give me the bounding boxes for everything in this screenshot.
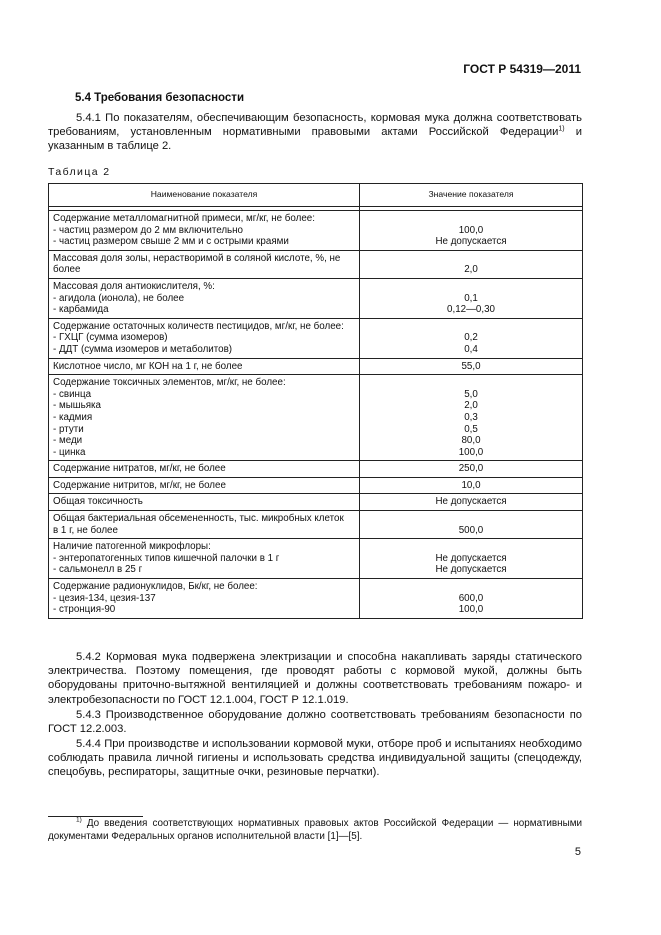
indicator-value-line bbox=[364, 253, 578, 265]
footnote-ref: 1) bbox=[558, 125, 565, 133]
table-row bbox=[49, 461, 583, 478]
footnote-mark: 1) bbox=[76, 816, 82, 824]
indicator-value-line: 0,4 bbox=[464, 343, 478, 355]
indicator-name-line: в 1 г, не более bbox=[53, 524, 118, 536]
table-row bbox=[49, 278, 583, 318]
indicator-value-line: 100,0 bbox=[458, 446, 484, 458]
indicator-value-cell bbox=[360, 358, 583, 375]
indicator-value-line bbox=[364, 541, 578, 553]
table-row bbox=[49, 358, 583, 375]
indicator-name-line: Содержание нитратов, мг/кг, не более bbox=[53, 463, 226, 475]
indicator-name-line: - частиц размером свыше 2 мм и с острыми краями bbox=[53, 236, 289, 248]
indicator-value-cell bbox=[360, 539, 583, 579]
document-code: ГОСТ Р 54319—2011 bbox=[463, 62, 581, 76]
table-row bbox=[49, 211, 583, 251]
indicator-name-line: Массовая доля антиокислителя, %: bbox=[53, 280, 215, 292]
indicator-name-line: - свинца bbox=[53, 388, 92, 400]
table-row bbox=[49, 250, 583, 278]
indicator-value-line: 600,0 bbox=[458, 592, 484, 604]
footnote-divider bbox=[48, 816, 143, 817]
indicator-name-line: - мышьяка bbox=[53, 400, 101, 412]
indicator-value-cell bbox=[360, 211, 583, 251]
safety-requirements-table bbox=[48, 183, 583, 619]
column-header-name: Наименование показателя bbox=[49, 184, 360, 207]
indicator-value-cell bbox=[360, 375, 583, 461]
indicator-value-line: 0,2 bbox=[464, 332, 478, 344]
table-row bbox=[49, 579, 583, 619]
paragraph-5-4-3: 5.4.3 Производственное оборудование должно соответствовать требованиям безопасности по ГОСТ 12.2.003. bbox=[48, 709, 582, 736]
indicator-name-line: - цезия-134, цезия-137 bbox=[53, 592, 156, 604]
indicator-value-cell bbox=[360, 477, 583, 494]
paragraph-5-4-1 bbox=[48, 111, 582, 154]
paragraph-5-4-1-text-a: 5.4.1 По показателям, обеспечивающим безопасность, кормовая мука должна соответствовать требованиям, установленным нормативными правовыми актами Российской Федерации bbox=[48, 112, 582, 139]
indicator-value-cell bbox=[360, 278, 583, 318]
indicator-name-line: - частиц размером до 2 мм включительно bbox=[53, 224, 244, 236]
indicator-value-line bbox=[364, 377, 578, 389]
indicator-value-line: 250,0 bbox=[458, 463, 484, 475]
indicator-name-line: Содержание остаточных количеств пестицидов, мг/кг, не более: bbox=[53, 320, 344, 332]
footnote bbox=[48, 818, 582, 843]
indicator-name-cell bbox=[49, 494, 360, 511]
indicator-name-cell bbox=[49, 318, 360, 358]
indicator-name-cell bbox=[49, 211, 360, 251]
indicator-name-cell bbox=[49, 511, 360, 539]
table-header-row bbox=[49, 184, 583, 207]
table-row bbox=[49, 511, 583, 539]
indicator-name-line: Общая токсичность bbox=[53, 496, 143, 508]
table-row bbox=[49, 477, 583, 494]
section-title: 5.4 Требования безопасности bbox=[75, 92, 245, 104]
paragraph-5-4-2: 5.4.2 Кормовая мука подвержена электризации и способна накапливать заряды статического электричества. Поэтому помещения, где проводят работы с кормовой мукой, должны быть оборудованы приточно-вытяжной вентиляцией и должны соответствовать требованиям пожаро- и электробезопасности по ГОСТ 12.1.004, ГОСТ Р 12.1.019. bbox=[48, 651, 582, 706]
indicator-name-cell bbox=[49, 461, 360, 478]
paragraph-5-4-1-text-b: и указанным в таблице 2. bbox=[48, 126, 582, 153]
table-body bbox=[49, 207, 583, 619]
indicator-value-cell bbox=[360, 579, 583, 619]
indicator-value-line: 10,0 bbox=[461, 479, 481, 491]
table-row bbox=[49, 318, 583, 358]
indicator-name-line: Общая бактериальная обсемененность, тыс. микробных клеток bbox=[53, 513, 344, 525]
indicator-name-cell bbox=[49, 250, 360, 278]
indicator-name-line: - сальмонелл в 25 г bbox=[53, 564, 143, 576]
indicator-value-line: 2,0 bbox=[464, 264, 478, 276]
indicator-name-line: более bbox=[53, 264, 81, 276]
indicator-value-cell bbox=[360, 250, 583, 278]
indicator-value-cell bbox=[360, 511, 583, 539]
table-row bbox=[49, 375, 583, 461]
indicator-value-line: Не допускается bbox=[435, 496, 507, 508]
indicator-value-cell bbox=[360, 461, 583, 478]
indicator-value-line: 55,0 bbox=[461, 360, 481, 372]
table-row bbox=[49, 539, 583, 579]
indicator-name-line: - стронция-90 bbox=[53, 604, 116, 616]
indicator-name-cell bbox=[49, 539, 360, 579]
indicator-name-line: - ГХЦГ (сумма изомеров) bbox=[53, 332, 168, 344]
indicator-value-line: 100,0 bbox=[458, 604, 484, 616]
indicator-value-line: 100,0 bbox=[458, 224, 484, 236]
indicator-value-line bbox=[364, 581, 578, 593]
indicator-value-cell bbox=[360, 494, 583, 511]
table-caption: Таблица 2 bbox=[48, 166, 111, 178]
indicator-name-line: - ртути bbox=[53, 423, 84, 435]
indicator-value-line bbox=[364, 321, 578, 333]
indicator-value-line: 0,5 bbox=[464, 423, 478, 435]
page-number: 5 bbox=[574, 846, 581, 858]
indicator-value-line: 0,1 bbox=[464, 292, 478, 304]
table-row bbox=[49, 494, 583, 511]
indicator-value-line bbox=[364, 281, 578, 293]
column-header-value: Значение показателя bbox=[360, 184, 583, 207]
indicator-name-cell bbox=[49, 477, 360, 494]
indicator-name-line: - энтеропатогенных типов кишечной палочки в 1 г bbox=[53, 552, 280, 564]
indicator-value-line: 0,12—0,30 bbox=[447, 304, 495, 316]
indicator-value-line: 500,0 bbox=[458, 524, 484, 536]
paragraph-5-4-4: 5.4.4 При производстве и использовании кормовой муки, отборе проб и испытаниях необходимо соблюдать правила личной гигиены и использовать средства индивидуальной защиты (спецодежду, спецобувь, респираторы, защитные очки, резиновые перчатки). bbox=[48, 738, 582, 779]
footnote-text: До введения соответствующих нормативных правовых актов Российской Федерации — нормативными документами Федеральных органов исполнительной власти [1]—[5]. bbox=[48, 818, 582, 842]
indicator-value-line: 80,0 bbox=[461, 435, 481, 447]
indicator-name-cell bbox=[49, 358, 360, 375]
indicator-name-cell bbox=[49, 579, 360, 619]
indicator-name-line: Содержание металломагнитной примеси, мг/кг, не более: bbox=[53, 213, 315, 224]
indicator-name-line: Кислотное число, мг КОН на 1 г, не более bbox=[53, 360, 243, 372]
indicator-name-line: - карбамида bbox=[53, 304, 109, 316]
indicator-name-cell bbox=[49, 278, 360, 318]
indicator-name-line: Массовая доля золы, нерастворимой в соляной кислоте, %, не bbox=[53, 252, 341, 264]
indicator-name-line: - ДДТ (сумма изомеров и метаболитов) bbox=[53, 343, 233, 355]
indicator-value-line: 5,0 bbox=[464, 388, 478, 400]
indicator-value-cell bbox=[360, 318, 583, 358]
indicator-name-line: - цинка bbox=[53, 446, 86, 458]
indicator-value-line: 0,3 bbox=[464, 411, 478, 423]
indicator-name-line: - меди bbox=[53, 435, 83, 447]
indicator-name-line: - агидола (ионола), не более bbox=[53, 292, 185, 304]
indicator-value-line bbox=[364, 213, 578, 225]
indicator-name-cell bbox=[49, 375, 360, 461]
indicator-name-line: Содержание радионуклидов, Бк/кг, не более: bbox=[53, 581, 258, 593]
indicator-value-line bbox=[364, 513, 578, 525]
indicator-value-line: Не допускается bbox=[435, 236, 507, 248]
indicator-name-line: Наличие патогенной микрофлоры: bbox=[53, 541, 211, 553]
indicator-name-line: Содержание токсичных элементов, мг/кг, не более: bbox=[53, 377, 286, 389]
indicator-name-line: Содержание нитритов, мг/кг, не более bbox=[53, 479, 226, 491]
indicator-name-line: - кадмия bbox=[53, 411, 93, 423]
indicator-value-line: Не допускается bbox=[435, 552, 507, 564]
indicator-value-line: 2,0 bbox=[464, 400, 478, 412]
indicator-value-line: Не допускается bbox=[435, 564, 507, 576]
